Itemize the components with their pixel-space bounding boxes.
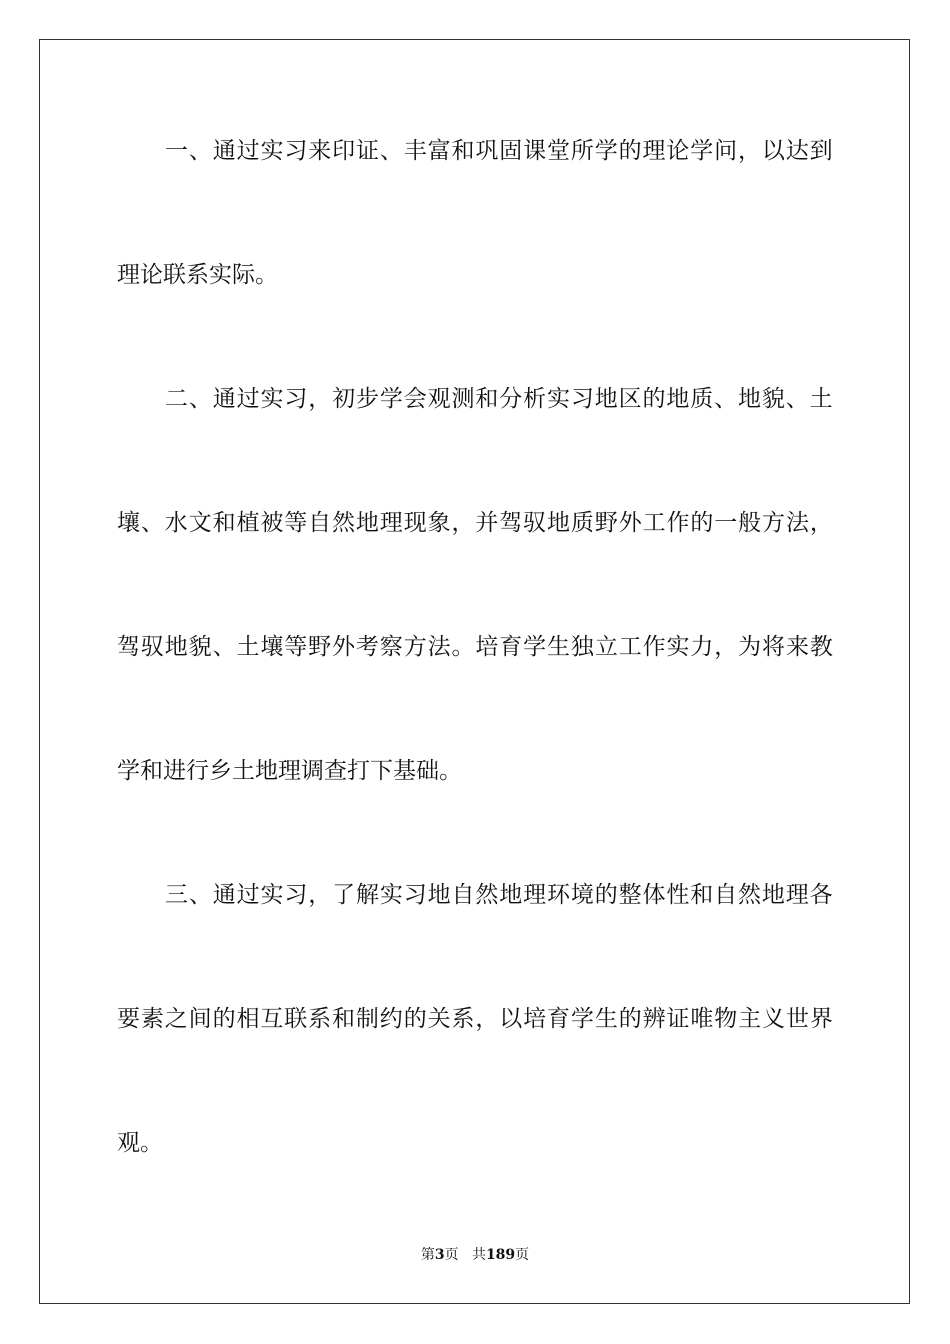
text-line: 三 、 通 过 实 习 ， 了 解 实 习 地 自 然 地 理 环 境 的 整 体 性 和 自 然 地 理 各 xyxy=(165,882,833,908)
text-line: 驾 驭 地 貌 、 土 壤 等 野 外 考 察 方 法 。 培 育 学 生 独 立 工 作 实 力 ， 为 将 来 教 xyxy=(117,634,833,660)
footer-total-suffix: 页 xyxy=(515,1247,530,1263)
text-line: 壤 、 水 文 和 植 被 等 自 然 地 理 现 象 ， 并 驾 驭 地 质 野 外 工 作 的 一 般 方 法 ， xyxy=(117,510,833,536)
text-line: 二 、 通 过 实 习 ， 初 步 学 会 观 测 和 分 析 实 习 地 区 的 地 质 、 地 貌 、 土 xyxy=(165,386,833,412)
text-line: 理论联系实际。 xyxy=(117,262,278,288)
current-page-number: 3 xyxy=(434,1247,445,1263)
total-page-count: 189 xyxy=(485,1247,516,1263)
footer-page-suffix: 页 xyxy=(444,1247,459,1263)
page-footer xyxy=(0,1246,950,1264)
text-line: 一 、 通 过 实 习 来 印 证 、 丰 富 和 巩 固 课 堂 所 学 的 理 论 学 问 ， 以 达 到 xyxy=(165,138,833,164)
footer-total-prefix: 共 xyxy=(471,1247,486,1263)
page-frame xyxy=(39,39,910,1304)
text-line: 观。 xyxy=(117,1130,163,1156)
footer-prefix: 第 xyxy=(420,1247,435,1263)
text-line: 要 素 之 间 的 相 互 联 系 和 制 约 的 关 系 ， 以 培 育 学 生 的 辨 证 唯 物 主 义 世 界 xyxy=(117,1006,833,1032)
text-line: 学和进行乡土地理调查打下基础。 xyxy=(117,758,462,784)
